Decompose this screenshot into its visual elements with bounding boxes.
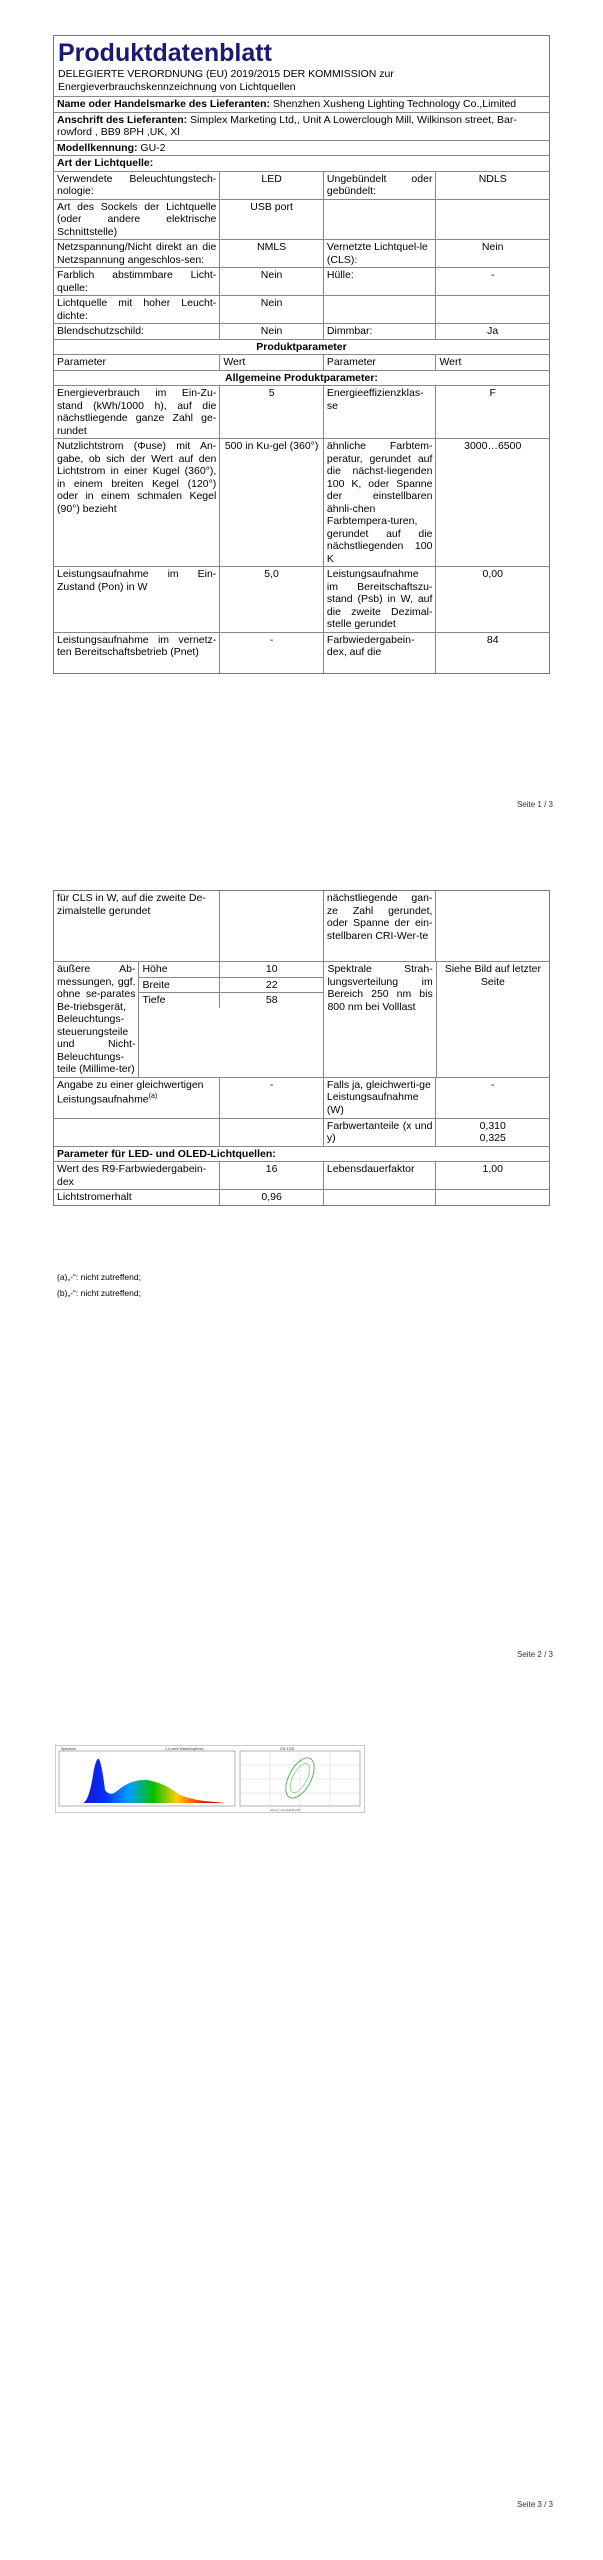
general-params-heading: Allgemeine Produktparameter: [54, 371, 549, 387]
regulation-subtitle: DELEGIERTE VERORDNUNG (EU) 2019/2015 DER KOMMISSION zur Energieverbrauchskennzeichnung von Lichtquellen [54, 68, 549, 97]
cie-xlabel: x(nm), y (nm) and CCT [270, 1808, 301, 1812]
type-row: Farblich abstimmbare Licht-quelle: Nein Hülle: - [54, 268, 549, 296]
supplier-name-row: Name oder Handelsmarke des Lieferanten: Shenzhen Xusheng Lighting Technology Co.,Limited [54, 97, 549, 113]
spectrum-figure [55, 1745, 365, 1813]
supplier-address: Simplex Marketing Ltd,, Unit A Lowerclough Mill, Wilkinson street, Bar-rowford , BB9 8PH ,UK, Xl [57, 113, 517, 138]
spectrum-chart [55, 1745, 365, 1813]
param-row: Energieverbrauch im Ein-Zu-stand (kWh/1000 h), auf die nächstliegende ganze Zahl ge-rundet 5 Energieeffizienzklas-se F [54, 386, 549, 439]
type-row: Lichtquelle mit hoher Leucht-dichte: Nein [54, 296, 549, 324]
dimensions-grid: Höhe 10 Breite 22 Tiefe 58 [139, 962, 324, 1077]
equiv-power-row: Angabe zu einer gleichwertigen Leistungsaufnahme$^{(a)}$ - Falls ja, gleichwerti-ge Leistungsaufnahme (W) - [54, 1078, 549, 1119]
chromaticity-row: Farbwertanteile (x und y) 0,310 0,325 [54, 1119, 549, 1147]
led-heading: Parameter für LED- und OLED-Lichtquellen: [54, 1147, 549, 1163]
datasheet-table-page1 [53, 35, 550, 674]
dimensions-row: äußere Ab-messungen, ggf. ohne se-parates Be-triebsgerät, Beleuchtungs-steuerungsteile und Nicht-Beleuchtungs-teile (Millime-ter) Höhe 10 Breite 22 Tiefe 58 Spektrale Strah-lungsverteilung im Bereich 250 nm bis 800 nm bei Volllast Siehe Bild auf letzter Seite [54, 962, 549, 1078]
type-row: Art des Sockels der Lichtquelle (oder andere elektrische Schnittstelle) USB port [54, 200, 549, 241]
page-1 [0, 0, 603, 820]
model-row: Modellkennung: GU-2 [54, 141, 549, 157]
param-row: Leistungsaufnahme im Ein-Zustand (Pon) in W 5,0 Leistungsaufnahme im Bereitschaftszu-stand (Psb) in W, auf die zweite Dezimal-stelle gerundet 0,00 [54, 567, 549, 633]
page-number: Seite 1 / 3 [516, 800, 553, 809]
supplier-name: Shenzhen Xusheng Lighting Technology Co.,Limited [272, 98, 517, 110]
model-id: GU-2 [140, 141, 166, 154]
param-row-split-bottom: für CLS in W, auf die zweite De-zimalstelle gerundet nächstliegende gan-ze Zahl gerundet, oder Spanne der ein-stellbaren CRI-Wer-te [54, 891, 549, 962]
type-row: Blendschutzschild: Nein Dimmbar: Ja [54, 324, 549, 340]
led-row: Lichtstromerhalt 0,96 [54, 1190, 549, 1205]
page-number: Seite 3 / 3 [516, 2500, 553, 2509]
dimensions-label: äußere Ab-messungen, ggf. ohne se-parates Be-triebsgerät, Beleuchtungs-steuerungsteile und Nicht-Beleuchtungs-teile (Millime-ter) [54, 962, 139, 1077]
type-heading-row: Art der Lichtquelle: [54, 156, 549, 172]
document-title: Produktdatenblatt [58, 39, 272, 67]
page-2 [0, 820, 603, 1680]
page-3 [0, 1680, 603, 2560]
type-row: Verwendete Beleuchtungstech-nologie: LED Ungebündelt oder gebündelt: NDLS [54, 172, 549, 200]
param-row: Nutzlichtstrom (Φuse) mit An-gabe, ob sich der Wert auf den Lichtstrom in einer Kugel (360°), in einem breiten Kegel (120°) oder in einem schmalen Kegel (90°) bezieht 500 in Ku-gel (360°) ähnliche Farbtem-peratur, gerundet auf die nächst-liegenden 100 K, oder Spanne der einstellbaren ähnli-chen Farbtempera-turen, gerundet auf die nächstliegenden 100 K 3000…6500 [54, 439, 549, 567]
supplier-address-row: Anschrift des Lieferanten: Simplex Marketing Ltd,, Unit A Lowerclough Mill, Wilkinson street, Bar-rowford , BB9 8PH ,UK, Xl [54, 113, 549, 141]
product-params-heading: Produktparameter [54, 340, 549, 356]
led-row: Wert des R9-Farbwiedergabein-dex 16 Lebensdauerfaktor 1,00 [54, 1162, 549, 1190]
footnote-a: (a)„-“: nicht zutreffend; [57, 1272, 141, 1282]
datasheet-table-page2 [53, 890, 550, 1206]
params-header-row: Parameter Wert Parameter Wert [54, 355, 549, 371]
spectrum-panel-label: Spectrum [61, 1747, 76, 1751]
footnote-b: (b)„-“: nicht zutreffend; [57, 1288, 141, 1298]
spectrum-legend: 1.4 nm/s Wavelength/nm [165, 1747, 204, 1751]
page-number: Seite 2 / 3 [516, 1650, 553, 1659]
cie-title: CIE 1931 [280, 1747, 295, 1751]
type-row: Netzspannung/Nicht direkt an die Netzspannung angeschlos-sen: NMLS Vernetzte Lichtquel-le (CLS): Nein [54, 240, 549, 268]
param-row-split-top: Leistungsaufnahme im vernetz-ten Bereitschaftsbetrieb (Pnet) - Farbwiedergabein-dex, auf die 84 [54, 633, 549, 673]
